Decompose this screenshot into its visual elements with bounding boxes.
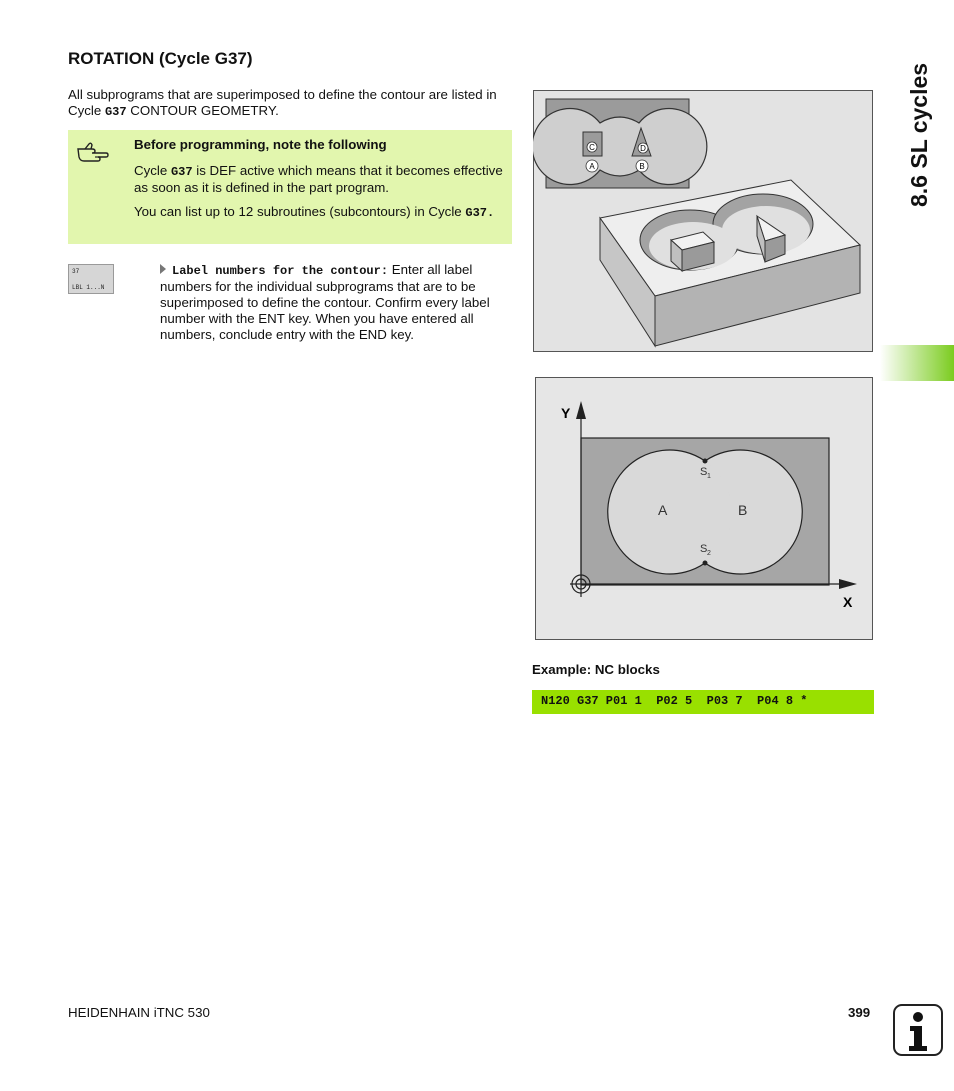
softkey-line-1: 37	[72, 268, 80, 275]
note-p2-code: G37.	[465, 206, 495, 220]
inset-label-a: A	[589, 162, 595, 171]
pointing-hand-icon	[76, 140, 110, 164]
contour-2d-figure	[535, 377, 873, 640]
region-b-label: B	[738, 502, 748, 518]
chapter-tab-marker	[880, 345, 954, 381]
page-number: 399	[848, 1005, 871, 1020]
s1-subscript: 1	[707, 473, 711, 480]
inset-label-d: D	[640, 144, 646, 153]
dialog-step	[160, 262, 510, 343]
footer-product: HEIDENHAIN iTNC 530	[68, 1005, 210, 1020]
note-box	[68, 130, 512, 244]
info-icon	[893, 1004, 943, 1056]
note-paragraph-2	[134, 204, 504, 221]
nc-block-bar	[532, 690, 874, 714]
section-title: ROTATION (Cycle G37)	[68, 49, 253, 68]
note-p1-pre: Cycle	[134, 163, 171, 178]
example-heading: Example: NC blocks	[532, 662, 660, 677]
inset-label-b: B	[639, 162, 645, 171]
chapter-title-text: 8.6 SL cycles	[906, 62, 932, 207]
contour-3d-figure	[533, 90, 873, 352]
intro-text-2: CONTOUR GEOMETRY.	[126, 103, 279, 118]
region-a-label: A	[658, 502, 668, 518]
intro-text-1: All subprograms that are superimposed to define the contour are listed in Cycle	[68, 87, 497, 118]
note-p1-post: is DEF active which means that it becomes effective as soon as it is defined in the part program.	[134, 163, 503, 195]
note-heading: Before programming, note the following	[134, 137, 387, 152]
g37-softkey[interactable]	[68, 264, 114, 294]
inset-label-c: C	[589, 143, 595, 152]
step-text: Enter all label numbers for the individual subprograms that are to be superimposed to define the contour. Confirm every label number with the ENT key. When you have entered all numbers, conclude entry with the END key.	[160, 262, 490, 342]
intro-code: G37	[104, 105, 127, 119]
y-axis-label: Y	[561, 405, 571, 421]
s1-label: S	[700, 466, 708, 478]
intro-paragraph	[68, 87, 508, 120]
nc-block-code: N120 G37 P01 1 P02 5 P03 7 P04 8 *	[541, 694, 808, 708]
s2-label: S	[700, 543, 708, 555]
step-label: Label numbers for the contour:	[172, 264, 389, 278]
note-p2-pre: You can list up to 12 subroutines (subcontours) in Cycle	[134, 204, 466, 219]
note-p1-code: G37	[170, 165, 193, 179]
s2-subscript: 2	[707, 550, 711, 557]
softkey-line-2: LBL 1...N	[72, 284, 105, 291]
triangle-bullet-icon	[160, 264, 166, 274]
x-axis-label: X	[843, 594, 853, 610]
note-paragraph-1	[134, 163, 504, 196]
chapter-side-title	[897, 45, 937, 210]
